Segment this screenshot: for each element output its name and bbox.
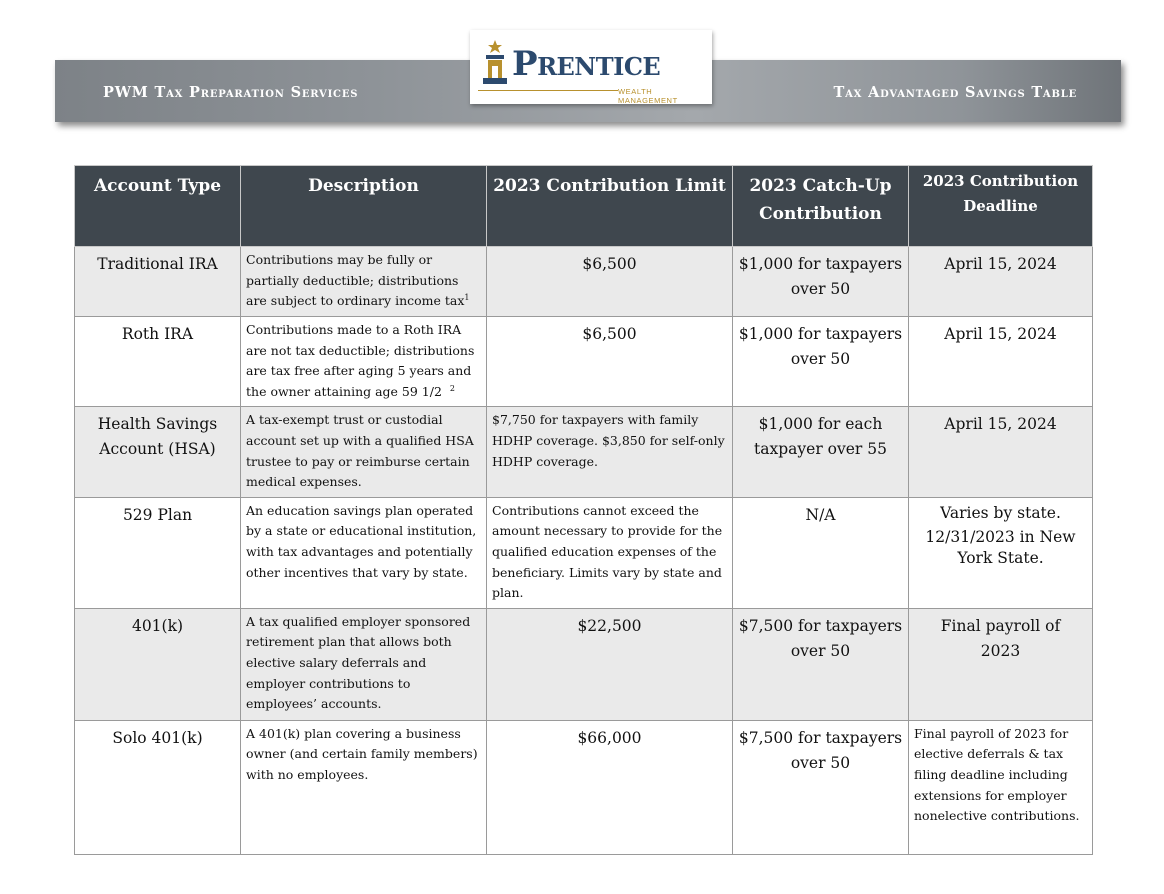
logo-subtitle: WEALTH MANAGEMENT bbox=[618, 87, 678, 105]
limit-cell: $7,750 for taxpayers with family HDHP coverage. $3,850 for self-only HDHP coverage. bbox=[487, 407, 733, 497]
company-logo bbox=[470, 30, 712, 104]
account-type-cell: Health Savings Account (HSA) bbox=[75, 407, 241, 497]
table-row bbox=[75, 407, 1093, 497]
limit-cell: $66,000 bbox=[487, 720, 733, 854]
catch-up-cell: $1,000 for each taxpayer over 55 bbox=[733, 407, 909, 497]
limit-cell: $6,500 bbox=[487, 317, 733, 407]
page-title-right: Tax Advantaged Savings Table bbox=[833, 84, 1077, 101]
table-row bbox=[75, 247, 1093, 317]
deadline-cell: April 15, 2024 bbox=[909, 407, 1093, 497]
limit-cell: $22,500 bbox=[487, 608, 733, 720]
limit-cell: Contributions cannot exceed the amount necessary to provide for the qualified education expenses of the beneficiary. Limits vary by state and plan. bbox=[487, 497, 733, 608]
account-type-cell: Solo 401(k) bbox=[75, 720, 241, 854]
account-type-cell: 529 Plan bbox=[75, 497, 241, 608]
description-text: Contributions made to a Roth IRA are not tax deductible; distributions are tax free after aging 5 years and the owner attaining age 59 1/2 bbox=[246, 322, 475, 399]
savings-table bbox=[74, 165, 1093, 855]
logo-rule bbox=[478, 90, 618, 91]
description-cell bbox=[241, 247, 487, 317]
table-row bbox=[75, 497, 1093, 608]
header-contribution-limit: 2023 Contribution Limit bbox=[487, 166, 733, 247]
header-deadline: 2023 Contribution Deadline bbox=[909, 166, 1093, 247]
description-cell: A 401(k) plan covering a business owner (and certain family members) with no employees. bbox=[241, 720, 487, 854]
account-type-cell: Roth IRA bbox=[75, 317, 241, 407]
page-title-left: PWM Tax Preparation Services bbox=[103, 84, 359, 101]
description-cell bbox=[241, 317, 487, 407]
deadline-cell: April 15, 2024 bbox=[909, 247, 1093, 317]
deadline-line-2: 12/31/2023 in New York State. bbox=[925, 527, 1076, 567]
catch-up-cell: $7,500 for taxpayers over 50 bbox=[733, 608, 909, 720]
logo-wordmark: Prentice bbox=[512, 44, 661, 84]
footnote-marker: 2 bbox=[449, 383, 455, 393]
header-catch-up: 2023 Catch-Up Contribution bbox=[733, 166, 909, 247]
catch-up-cell: N/A bbox=[733, 497, 909, 608]
description-cell: A tax qualified employer sponsored retirement plan that allows both elective salary deferrals and employer contributions to employees’ accounts. bbox=[241, 608, 487, 720]
deadline-cell: Final payroll of 2023 for elective deferrals & tax filing deadline including extensions for employer nonelective contributions. bbox=[909, 720, 1093, 854]
catch-up-cell: $1,000 for taxpayers over 50 bbox=[733, 317, 909, 407]
account-type-cell: 401(k) bbox=[75, 608, 241, 720]
description-cell: A tax-exempt trust or custodial account set up with a qualified HSA trustee to pay or reimburse certain medical expenses. bbox=[241, 407, 487, 497]
deadline-cell: April 15, 2024 bbox=[909, 317, 1093, 407]
header-description: Description bbox=[241, 166, 487, 247]
deadline-cell bbox=[909, 497, 1093, 608]
catch-up-cell: $1,000 for taxpayers over 50 bbox=[733, 247, 909, 317]
deadline-cell: Final payroll of 2023 bbox=[909, 608, 1093, 720]
deadline-line-1: Varies by state. bbox=[940, 503, 1061, 522]
catch-up-cell: $7,500 for taxpayers over 50 bbox=[733, 720, 909, 854]
account-type-cell: Traditional IRA bbox=[75, 247, 241, 317]
tower-icon bbox=[478, 40, 512, 88]
table-row bbox=[75, 608, 1093, 720]
description-text: Contributions may be fully or partially deductible; distributions are subject to ordinary income tax bbox=[246, 252, 465, 309]
footnote-marker: 1 bbox=[464, 293, 470, 303]
table-row bbox=[75, 317, 1093, 407]
table-row bbox=[75, 720, 1093, 854]
description-cell: An education savings plan operated by a state or educational institution, with tax advantages and potentially other incentives that vary by state. bbox=[241, 497, 487, 608]
table-header-row bbox=[75, 166, 1093, 247]
header-account-type: Account Type bbox=[75, 166, 241, 247]
limit-cell: $6,500 bbox=[487, 247, 733, 317]
